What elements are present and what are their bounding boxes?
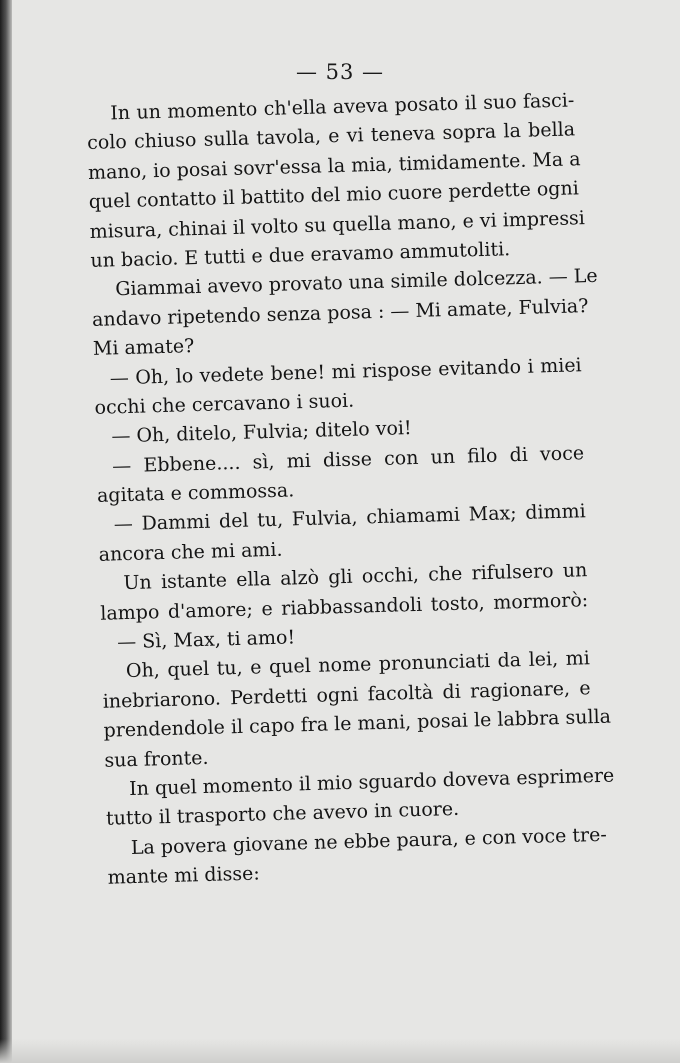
text-line: andavo ripetendo senza posa : — Mi amate, Fulvia? — [91, 294, 589, 331]
text-line: — Oh, ditelo, Fulvia; ditelo voi! — [111, 417, 412, 448]
text-line: — Dammi del tu, Fulvia, chiamami Max; dimmi — [113, 500, 586, 536]
text-line: agitata e commossa. — [96, 479, 295, 507]
text-line: inebriarono. Perdetti ogni facoltà di ragionare, e — [102, 676, 591, 713]
text-line: sua fronte. — [104, 746, 209, 772]
text-line: lampo d'amore; e riabbassandoli tosto, mormorò: — [100, 588, 589, 625]
text-line: mante mi disse: — [107, 862, 261, 889]
body-text — [86, 86, 615, 893]
text-line: mano, io posai sovr'essa la mia, timidamente. Ma a — [87, 148, 581, 184]
text-line: misura, chinai il volto su quella mano, e vi impressi — [89, 206, 586, 243]
text-line: Mi amate? — [92, 335, 195, 361]
page-bottom-edge — [0, 1039, 680, 1063]
text-line: — Sì, Max, ti amo! — [116, 626, 296, 654]
text-line: In quel momento il mio sguardo doveva esprimere — [128, 764, 615, 801]
text-line: tutto il trasporto che avevo in cuore. — [105, 798, 460, 831]
text-line: occhi che cercavano i suoi. — [94, 389, 355, 419]
text-line: Un istante ella alzò gli occhi, che rifulsero un — [123, 559, 588, 595]
text-line: — Ebbene.... sì, mi disse con un filo di voce — [111, 441, 585, 478]
text-line: La povera giovane ne ebbe paura, e con voce tre- — [130, 823, 608, 859]
text-line: quel contatto il battito del mio cuore perdette ogni — [88, 177, 580, 214]
page-number: — 53 — — [295, 60, 385, 84]
text-line: — Oh, lo vedete bene! mi rispose evitando i miei — [109, 353, 582, 389]
text-line: Giammai avevo provato una simile dolcezza. — Le — [114, 265, 598, 301]
binding-shadow — [0, 0, 12, 1063]
text-line: prendendole il capo fra le mani, posai le labbra sulla — [103, 705, 612, 742]
text-line: ancora che mi ami. — [98, 538, 283, 566]
text-line: In un momento ch'ella aveva posato il suo fasci- — [110, 89, 575, 125]
text-line: colo chiuso sulla tavola, e vi teneva sopra la bella — [86, 118, 576, 155]
text-line: un bacio. E tutti e due eravamo ammutoliti. — [90, 238, 511, 272]
text-line: Oh, quel tu, e quel nome pronunciati da lei, mi — [125, 647, 591, 683]
